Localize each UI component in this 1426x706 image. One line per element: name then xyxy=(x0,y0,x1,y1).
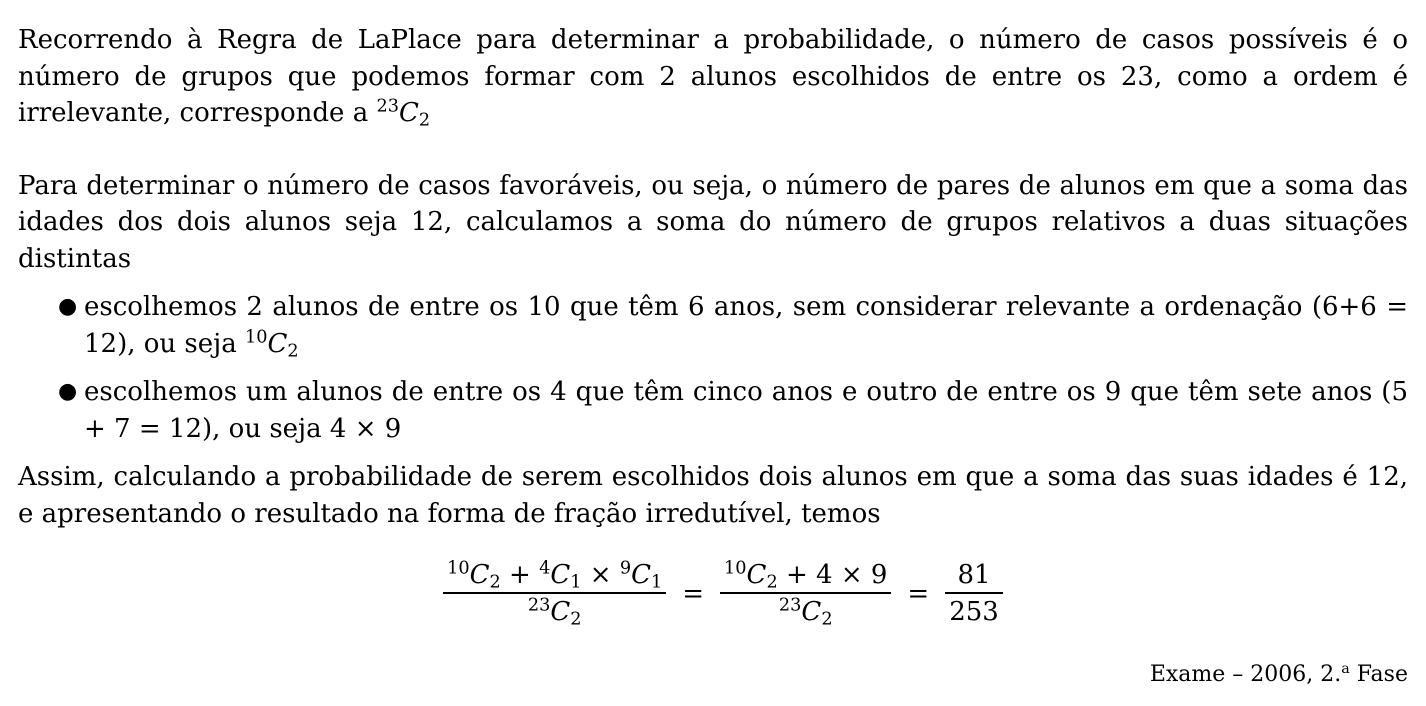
paragraph-possible-cases xyxy=(18,22,1408,132)
math-4x9: 4 × 9 xyxy=(329,413,402,444)
paragraph-favorable-cases: Para determinar o número de casos favoráveis, ou seja, o número de pares de alunos em que a soma das idades dos dois alunos seja 12, calculamos a soma do número de grupos relativos a duas situações distintas xyxy=(18,170,1408,274)
math-expression: + 4 × 9 xyxy=(785,560,888,591)
math-subscript: 2 xyxy=(766,572,778,593)
math-operator: + xyxy=(509,560,531,591)
math-subscript: 1 xyxy=(651,572,663,593)
math-subscript: 1 xyxy=(570,572,582,593)
math-10c2 xyxy=(244,326,299,361)
math-superscript: 4 xyxy=(539,558,551,579)
fraction-denominator xyxy=(775,594,837,630)
equals-sign: = xyxy=(907,578,930,609)
math-operator: × xyxy=(589,560,612,591)
bullet-text: escolhemos um alunos de entre os 4 que têm cinco anos e outro de entre os 9 que têm sete anos (5 + 7 = 12), ou seja xyxy=(84,377,1408,444)
math-subscript: 2 xyxy=(570,609,582,630)
spacer xyxy=(18,132,1408,168)
math-superscript: 9 xyxy=(619,558,632,579)
math-23c2 xyxy=(376,96,431,131)
probability-formula xyxy=(38,548,1408,640)
math-subscript: 2 xyxy=(489,572,501,593)
spacer xyxy=(18,277,1408,289)
bullet-text: escolhemos 2 alunos de entre os 10 que têm 6 anos, sem considerar relevante a ordenação (6+6 = 12), ou seja xyxy=(84,292,1408,359)
fraction-denominator xyxy=(524,594,586,630)
source-citation xyxy=(1150,660,1408,690)
math-superscript: 23 xyxy=(376,96,399,117)
math-subscript: 2 xyxy=(418,110,431,131)
paragraph-possible-cases-text: Recorrendo à Regra de LaPlace para determinar a probabilidade, o número de casos possíveis é o número de grupos que podemos formar com 2 alunos escolhidos de entre os 23, como a ordem é irrelevante, corresponde a xyxy=(18,25,1408,128)
math-symbol: C xyxy=(801,596,822,627)
source-superscript: a xyxy=(1341,661,1350,678)
math-subscript: 2 xyxy=(287,340,299,361)
bullet-item-same-age xyxy=(58,289,1408,362)
bullet-icon: ● xyxy=(58,294,78,319)
math-symbol: C xyxy=(746,560,767,591)
math-superscript: 10 xyxy=(724,558,747,579)
math-symbol: C xyxy=(398,98,419,128)
bullet-icon: ● xyxy=(58,379,78,404)
paragraph-conclusion: Assim, calculando a probabilidade de serem escolhidos dois alunos em que a soma das suas idades é 12, e apresentando o resultado na forma de fração irredutível, temos xyxy=(18,462,1408,529)
math-superscript: 10 xyxy=(244,326,268,347)
equals-sign: = xyxy=(682,578,705,609)
math-symbol: C xyxy=(267,328,288,359)
math-superscript: 23 xyxy=(527,594,551,615)
fraction-denominator: 253 xyxy=(949,596,999,627)
fraction-simplified xyxy=(716,558,895,629)
math-symbol: C xyxy=(550,560,571,591)
fraction-result xyxy=(941,558,1007,629)
bullet-item-different-ages xyxy=(58,374,1408,447)
source-suffix: Fase xyxy=(1349,662,1408,687)
math-symbol: C xyxy=(469,560,490,591)
fraction-combinations xyxy=(439,558,670,629)
source-text: Exame – 2006, 2. xyxy=(1149,662,1342,687)
fraction-numerator: 81 xyxy=(957,560,991,591)
math-subscript: 2 xyxy=(821,609,833,630)
math-symbol: C xyxy=(631,560,651,591)
fraction-numerator xyxy=(720,558,891,592)
bullet-list xyxy=(18,289,1408,447)
math-superscript: 23 xyxy=(778,594,802,615)
math-superscript: 10 xyxy=(447,558,470,579)
document-body xyxy=(18,22,1408,640)
math-symbol: C xyxy=(550,596,571,627)
fraction-numerator xyxy=(443,558,666,592)
